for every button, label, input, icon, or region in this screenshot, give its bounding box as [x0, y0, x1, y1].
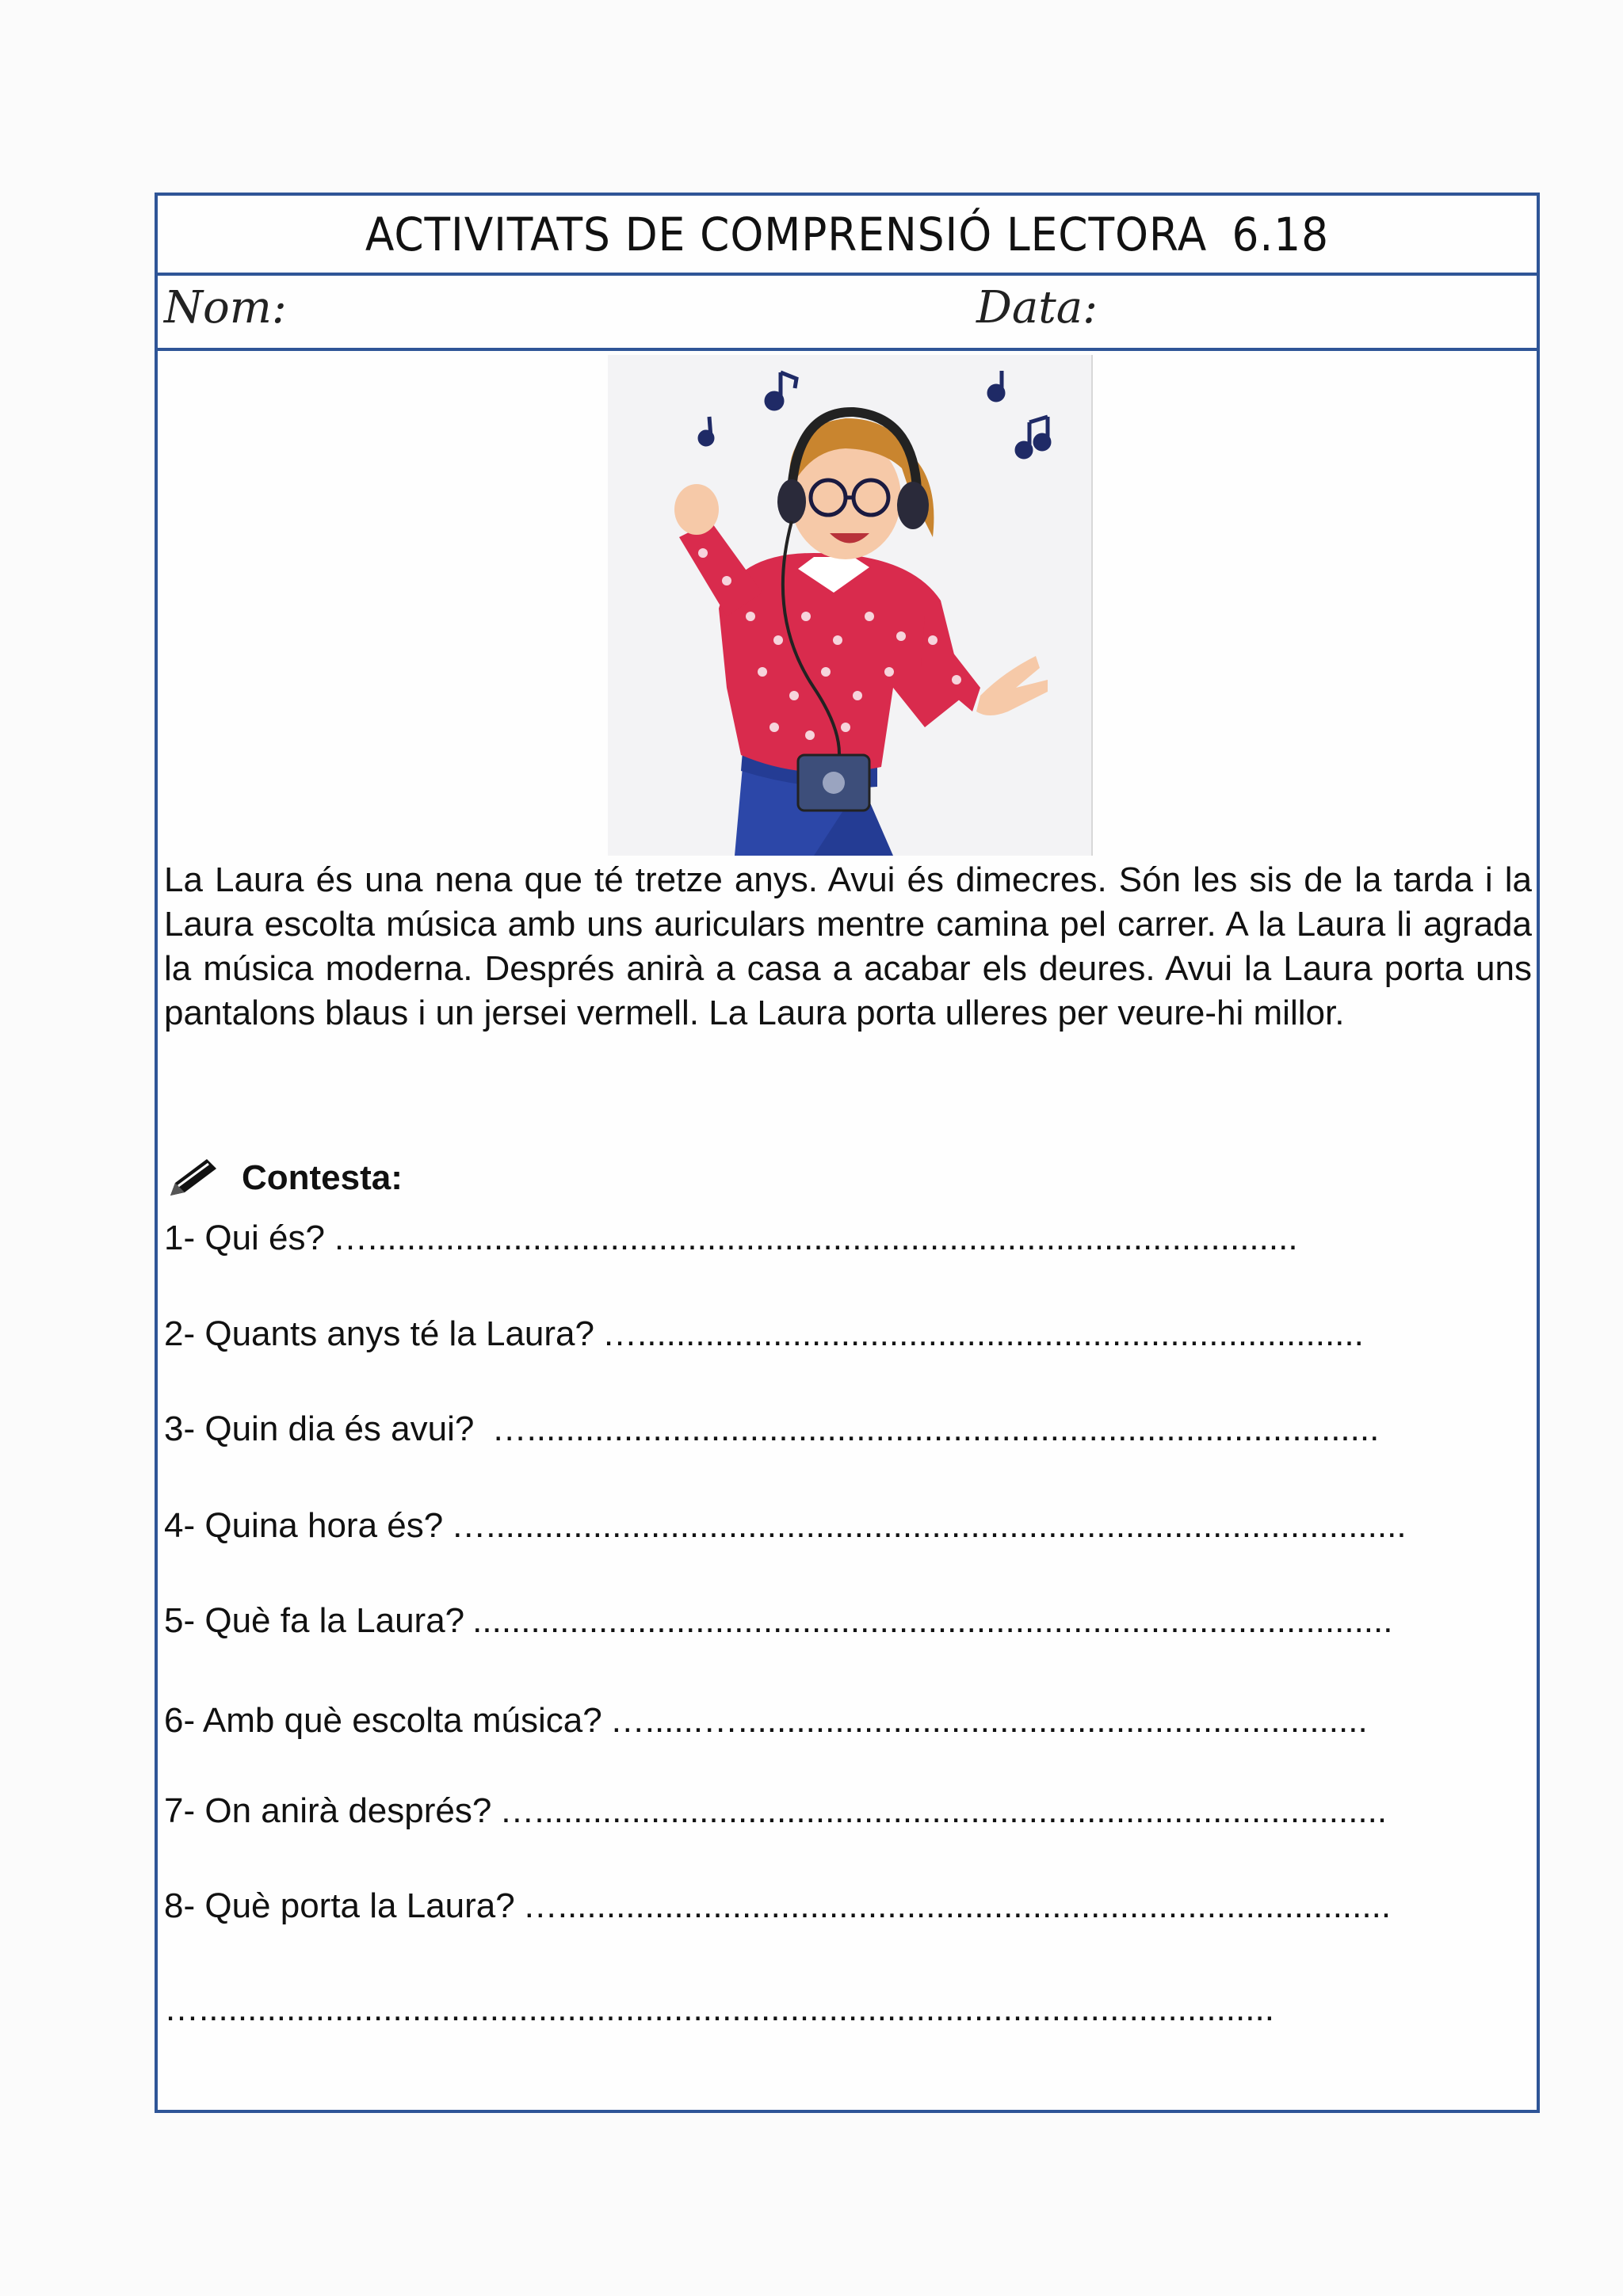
answer-line-5[interactable]: ............................................................................................... [472, 1601, 1393, 1640]
answer-line-8[interactable]: …...................................................................................... [522, 1886, 1392, 1925]
contesta-heading [164, 1154, 403, 1202]
worksheet [155, 193, 1540, 2113]
question-2: 2- Quants anys té la Laura? …........................................................................... [164, 1314, 1364, 1353]
answer-line-extra[interactable]: …............................................................................................................... [164, 1989, 1274, 2028]
reading-text: La Laura és una nena que té tretze anys. Avui és dimecres. Són les sis de la tarda i la Laura escolta música amb uns auriculars mentre camina pel carrer. A la Laura li agrada la música moderna. Després anirà a casa a acabar els deures. Avui la Laura porta uns pantalons blaus i un jersei vermell. La Laura porta ulleres per veure-hi millor. [164, 860, 1532, 1032]
answer-line-2[interactable]: …........................................................................... [602, 1314, 1364, 1353]
pencil-icon [164, 1154, 221, 1202]
girl-with-headphones-illustration [608, 355, 1093, 856]
question-6: 6- Amb què escolta música? …......…................................................................. [164, 1701, 1368, 1740]
date-label: Data: [976, 282, 1098, 334]
answer-line-1[interactable]: …................................................................................................ [332, 1219, 1298, 1257]
question-4: 4- Quina hora és? …............................................................................................... [164, 1506, 1407, 1545]
contesta-label: Contesta: [242, 1158, 403, 1197]
answer-line-4[interactable]: …............................................................................................... [451, 1506, 1407, 1545]
answer-line-3[interactable]: …........................................................................................ [482, 1409, 1380, 1448]
girl-illustration-svg [608, 355, 1091, 856]
name-date-row [158, 273, 1537, 351]
title-row [158, 196, 1537, 276]
question-3: 3- Quin dia és avui? …........................................................................................ [164, 1409, 1380, 1448]
question-5: 5- Què fa la Laura? ............................................................................................... [164, 1601, 1393, 1640]
answer-line-7[interactable]: …........................................................................................ [499, 1791, 1388, 1830]
question-1: 1- Qui és? …................................................................................................ [164, 1219, 1298, 1257]
name-label: Nom: [164, 282, 287, 334]
question-8: 8- Què porta la Laura? …...................................................................................... [164, 1886, 1392, 1925]
worksheet-title: ACTIVITATS DE COMPRENSIÓ LECTORA 6.18 [365, 207, 1330, 261]
question-7: 7- On anirà després? …........................................................................................ [164, 1791, 1388, 1830]
answer-line-6[interactable]: …......…................................................................. [609, 1701, 1368, 1740]
